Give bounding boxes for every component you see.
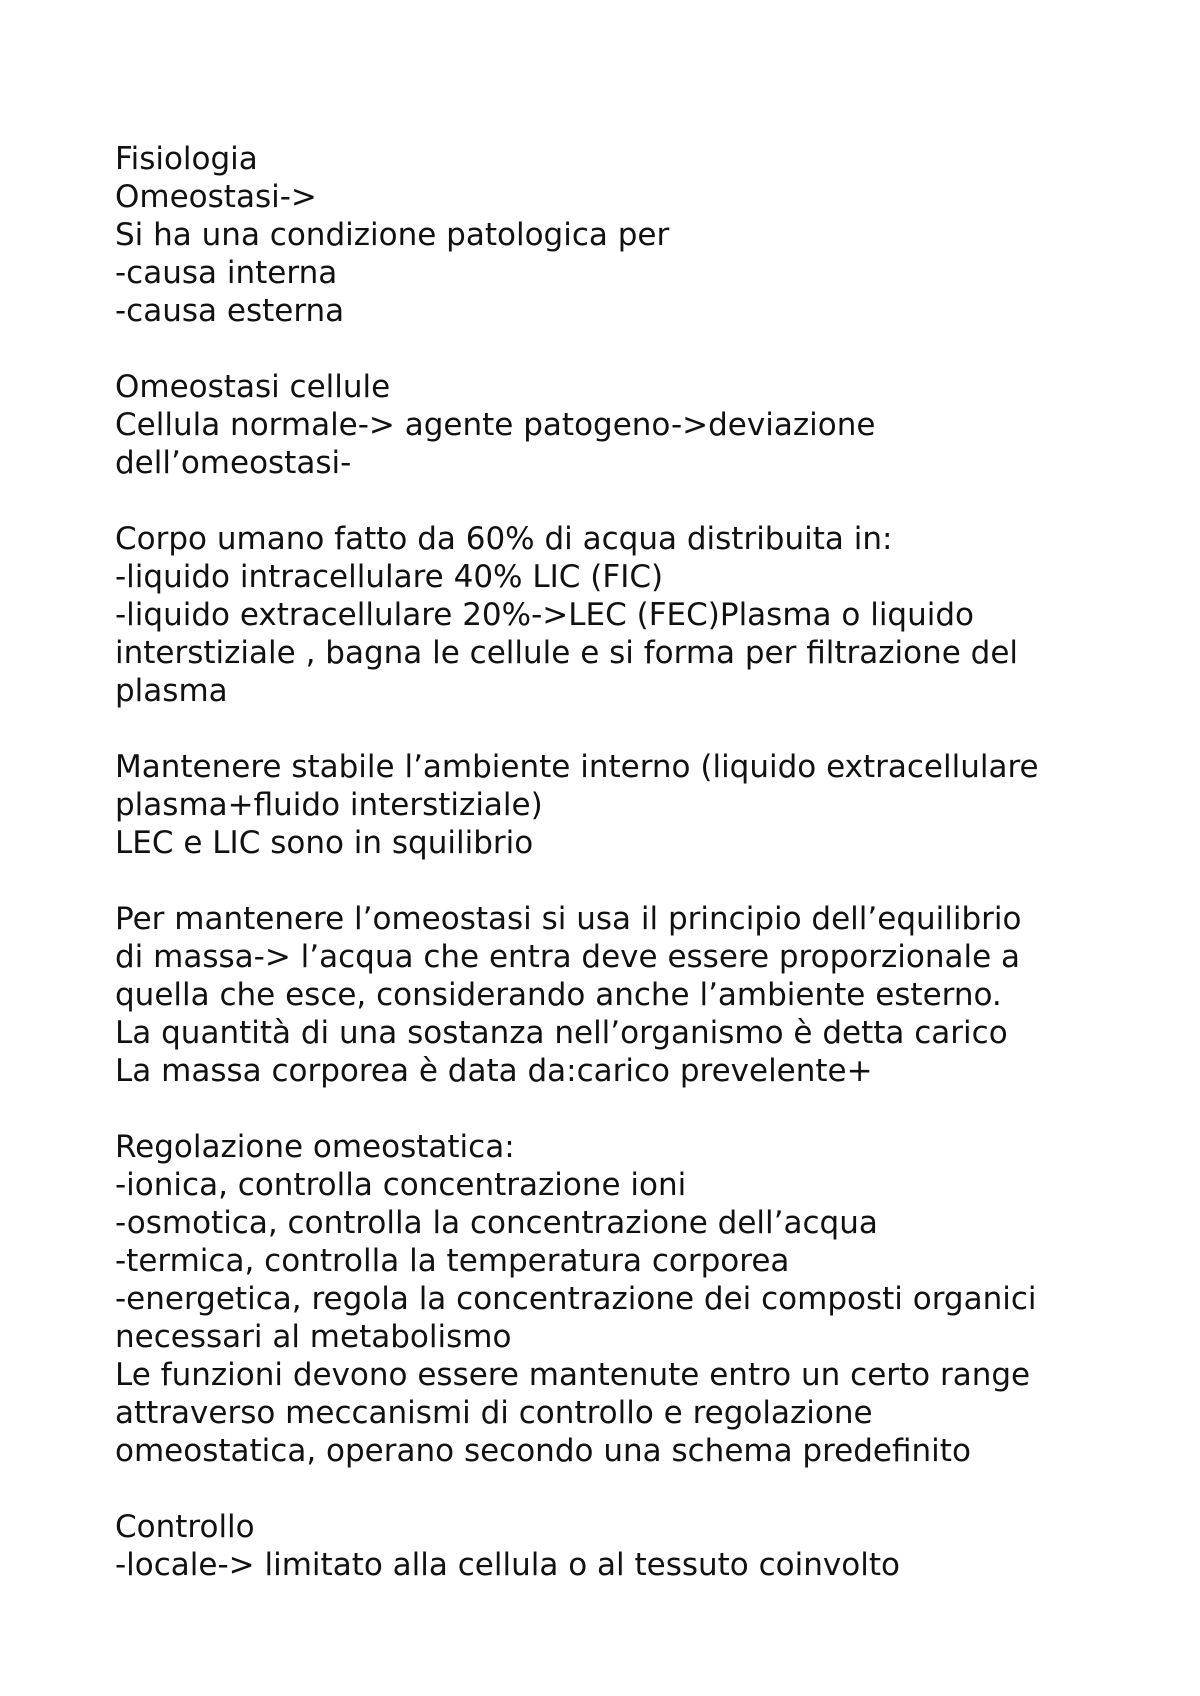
list-item: -osmotica, controlla la concentrazione dell’acqua: [115, 1205, 878, 1241]
paragraph-regolazione-omeostatica: [115, 1128, 1115, 1470]
paragraph-gap: [115, 330, 1115, 368]
paragraph-controllo: [115, 1508, 1115, 1584]
text-line: Corpo umano fatto da 60% di acqua distribuita in:: [115, 521, 893, 557]
section-heading: Omeostasi cellule: [115, 369, 391, 405]
text-line: La massa corporea è data da:carico prevelente+: [115, 1053, 873, 1089]
text-line: Omeostasi->: [115, 179, 317, 215]
list-item: -termica, controlla la temperatura corporea: [115, 1243, 790, 1279]
text-line: LEC e LIC sono in squilibrio: [115, 825, 534, 861]
list-item: -energetica, regola la concentrazione dei composti organici: [115, 1281, 1037, 1317]
paragraph-omeostasi-cellule: [115, 368, 1115, 482]
text-line: Mantenere stabile l’ambiente interno (liquido extracellulare: [115, 749, 1039, 785]
paragraph-corpo-umano: [115, 520, 1115, 710]
document-body: [115, 140, 1115, 1584]
list-item: -liquido extracellulare 20%->LEC (FEC)Plasma o liquido: [115, 597, 975, 633]
paragraph-gap: [115, 482, 1115, 520]
list-item: -causa interna: [115, 255, 338, 291]
text-line: attraverso meccanismi di controllo e regolazione: [115, 1395, 873, 1431]
text-line: omeostatica, operano secondo una schema predefinito: [115, 1433, 971, 1469]
list-item: -causa esterna: [115, 293, 345, 329]
document-title: Fisiologia: [115, 141, 258, 177]
paragraph-ambiente-interno: [115, 748, 1115, 862]
text-line: Cellula normale-> agente patogeno->deviazione: [115, 407, 876, 443]
paragraph-gap: [115, 710, 1115, 748]
text-line: dell’omeostasi-: [115, 445, 352, 481]
section-heading: Controllo: [115, 1509, 255, 1545]
text-line: Per mantenere l’omeostasi si usa il principio dell’equilibrio: [115, 901, 1022, 937]
list-item: -liquido intracellulare 40% LIC (FIC): [115, 559, 664, 595]
list-item: -locale-> limitato alla cellula o al tessuto coinvolto: [115, 1547, 900, 1583]
text-line: quella che esce, considerando anche l’ambiente esterno.: [115, 977, 1002, 1013]
paragraph-equilibrio-massa: [115, 900, 1115, 1090]
text-line: di massa-> l’acqua che entra deve essere proporzionale a: [115, 939, 1021, 975]
text-line: Si ha una condizione patologica per: [115, 217, 670, 253]
text-line: plasma: [115, 673, 228, 709]
paragraph-gap: [115, 862, 1115, 900]
paragraph-gap: [115, 1090, 1115, 1128]
text-line: necessari al metabolismo: [115, 1319, 512, 1355]
text-line: La quantità di una sostanza nell’organismo è detta carico: [115, 1015, 1008, 1051]
text-line: Le funzioni devono essere mantenute entro un certo range: [115, 1357, 1031, 1393]
text-line: plasma+fluido interstiziale): [115, 787, 543, 823]
section-heading: Regolazione omeostatica:: [115, 1129, 515, 1165]
list-item: -ionica, controlla concentrazione ioni: [115, 1167, 687, 1203]
text-line: interstiziale , bagna le cellule e si forma per filtrazione del: [115, 635, 1019, 671]
paragraph-gap: [115, 1470, 1115, 1508]
paragraph-intro: [115, 140, 1115, 330]
